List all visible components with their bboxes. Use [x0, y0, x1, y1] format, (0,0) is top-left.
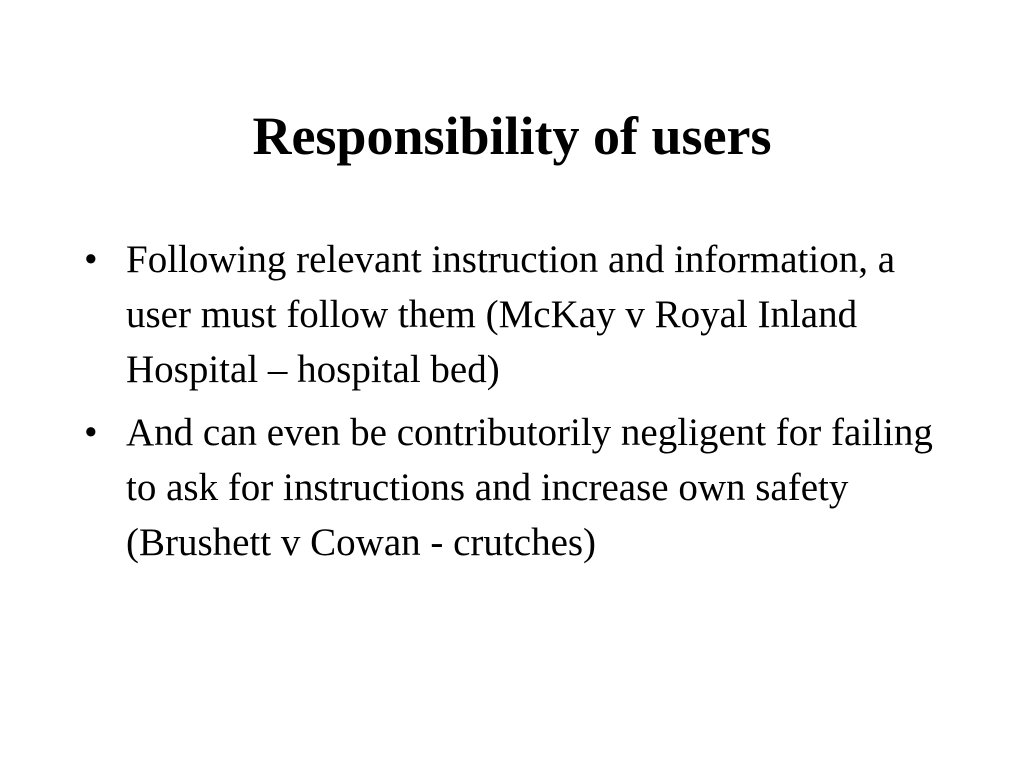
bullet-item — [84, 232, 934, 397]
bullet-text: And can even be contributorily negligent for failing to ask for instructions and increase own safety (Brushett v Cowan - crutches) — [126, 411, 933, 564]
bullet-text: Following relevant instruction and information, a user must follow them (McKay v Royal Inland Hospital – hospital bed) — [126, 238, 896, 391]
bullet-list — [84, 232, 934, 578]
slide-title: Responsibility of users — [252, 106, 772, 166]
bullet-icon: • — [84, 238, 98, 281]
bullet-icon: • — [84, 411, 98, 454]
bullet-item — [84, 405, 934, 570]
